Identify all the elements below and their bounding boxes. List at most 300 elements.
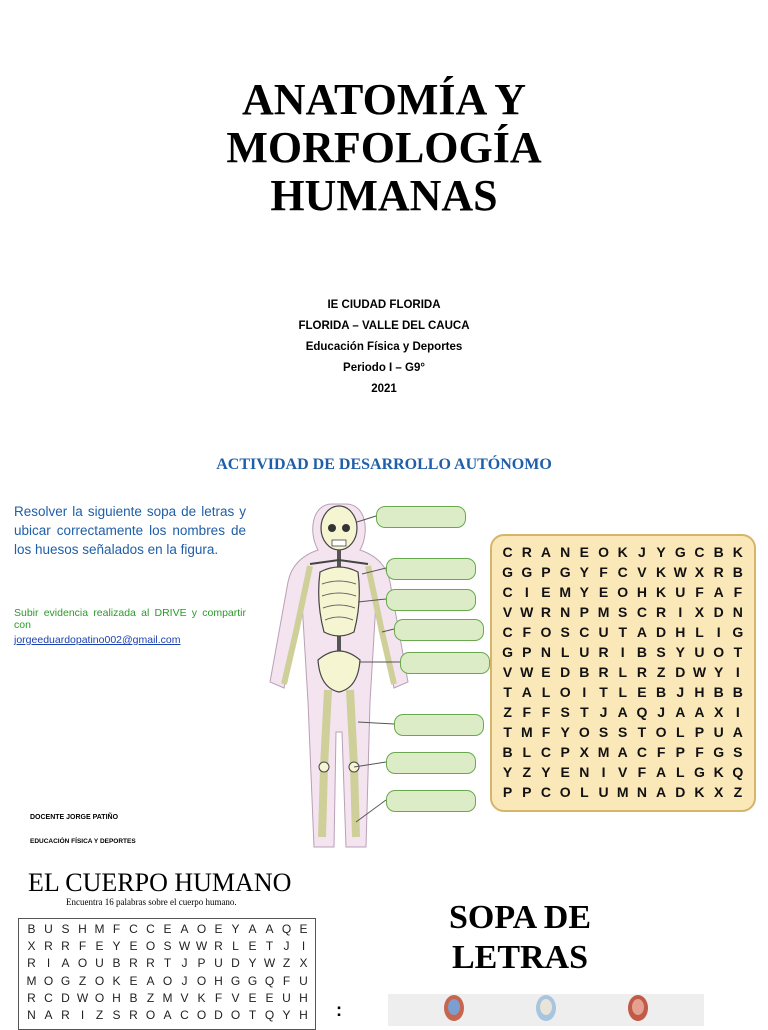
letter-cell[interactable]: Q: [264, 973, 275, 988]
letter-cell[interactable]: U: [95, 956, 104, 971]
letter-cell[interactable]: Z: [522, 764, 532, 780]
letter-cell[interactable]: U: [282, 990, 291, 1005]
letter-cell[interactable]: I: [524, 584, 529, 600]
letter-cell[interactable]: A: [636, 624, 647, 640]
letter-cell[interactable]: J: [657, 704, 665, 720]
letter-cell[interactable]: X: [694, 604, 705, 620]
letter-cell[interactable]: O: [230, 1007, 241, 1022]
letter-cell[interactable]: C: [540, 744, 552, 760]
letter-cell[interactable]: E: [637, 684, 647, 700]
letter-cell[interactable]: T: [503, 684, 512, 700]
letter-cell[interactable]: B: [502, 744, 513, 760]
letter-cell[interactable]: U: [694, 644, 705, 660]
letter-cell[interactable]: C: [146, 922, 155, 936]
head-muscles-figure: [442, 994, 466, 1024]
letter-cell[interactable]: N: [27, 1007, 36, 1022]
letter-cell[interactable]: A: [675, 704, 686, 720]
letter-cell[interactable]: R: [44, 939, 53, 954]
letter-cell[interactable]: Y: [675, 644, 685, 660]
letter-cell[interactable]: P: [694, 724, 705, 740]
letter-cell[interactable]: J: [676, 684, 685, 700]
letter-cell[interactable]: M: [520, 724, 533, 740]
letter-cell[interactable]: K: [713, 764, 724, 780]
letter-cell[interactable]: P: [579, 604, 590, 620]
evidence-text: Subir evidencia realizada al DRIVE y compartir con: [14, 607, 246, 631]
letter-cell[interactable]: W: [178, 939, 191, 954]
letter-cell[interactable]: H: [675, 624, 686, 640]
letter-cell[interactable]: E: [214, 922, 223, 936]
letter-cell[interactable]: B: [713, 684, 724, 700]
title-line-2: MORFOLOGÍA: [226, 123, 542, 172]
letter-cell[interactable]: G: [559, 564, 571, 580]
letter-cell[interactable]: Z: [733, 784, 743, 800]
letter-cell[interactable]: N: [560, 544, 571, 560]
letter-cell[interactable]: O: [559, 684, 571, 700]
letter-cell[interactable]: L: [541, 684, 551, 700]
letter-cell[interactable]: J: [638, 544, 646, 560]
letter-cell[interactable]: F: [78, 939, 87, 954]
letter-cell[interactable]: I: [80, 1007, 85, 1022]
letter-cell[interactable]: O: [196, 1007, 207, 1022]
letter-cell[interactable]: J: [283, 939, 290, 954]
letter-cell[interactable]: M: [616, 784, 629, 800]
letter-cell[interactable]: F: [599, 564, 608, 580]
letter-cell[interactable]: S: [598, 724, 609, 740]
letter-cell[interactable]: O: [94, 990, 105, 1005]
letter-cell[interactable]: K: [112, 973, 121, 988]
letter-cell[interactable]: O: [43, 973, 54, 988]
letter-cell[interactable]: C: [540, 784, 552, 800]
letter-cell[interactable]: K: [197, 990, 206, 1005]
letter-cell[interactable]: O: [196, 922, 207, 936]
letter-cell[interactable]: R: [540, 604, 552, 620]
letter-cell[interactable]: F: [656, 744, 666, 760]
letter-cell[interactable]: Y: [656, 544, 666, 560]
letter-cell[interactable]: A: [180, 922, 189, 936]
letter-cell[interactable]: T: [618, 624, 627, 640]
bone-label-box-5[interactable]: [400, 652, 490, 674]
letter-cell[interactable]: E: [129, 973, 138, 988]
letter-cell[interactable]: I: [716, 624, 721, 640]
word-search-grid-2: [23, 921, 312, 1024]
letter-cell[interactable]: U: [214, 956, 223, 971]
letter-cell[interactable]: R: [146, 956, 155, 971]
letter-cell[interactable]: U: [598, 784, 609, 800]
letter-cell[interactable]: V: [180, 990, 189, 1005]
letter-cell[interactable]: K: [694, 784, 705, 800]
bone-label-box-1[interactable]: [376, 506, 466, 528]
letter-cell[interactable]: Y: [579, 584, 590, 600]
letter-cell[interactable]: I: [582, 684, 587, 700]
letter-cell[interactable]: P: [522, 644, 532, 660]
letter-cell[interactable]: I: [46, 956, 51, 971]
letter-cell[interactable]: L: [676, 724, 685, 740]
letter-cell[interactable]: V: [637, 564, 647, 580]
letter-cell[interactable]: P: [560, 744, 570, 760]
bone-label-box-7[interactable]: [386, 752, 476, 774]
letter-cell[interactable]: A: [617, 704, 628, 720]
letter-cell[interactable]: F: [695, 584, 704, 600]
letter-cell[interactable]: A: [265, 922, 274, 936]
letter-cell[interactable]: D: [61, 990, 70, 1005]
letter-cell[interactable]: U: [299, 973, 308, 988]
letter-cell[interactable]: F: [637, 764, 647, 780]
letter-cell[interactable]: X: [299, 956, 308, 971]
email-link[interactable]: jorgeeduardopatino002@gmail.com: [14, 634, 181, 646]
letter-cell[interactable]: P: [675, 744, 685, 760]
letter-cell[interactable]: L: [695, 624, 704, 640]
letter-cell[interactable]: T: [599, 684, 608, 700]
letter-cell[interactable]: W: [520, 664, 534, 680]
letter-cell[interactable]: H: [78, 922, 87, 936]
letter-cell[interactable]: L: [676, 764, 685, 780]
letter-cell[interactable]: C: [502, 544, 513, 560]
letter-cell[interactable]: V: [618, 764, 628, 780]
letter-cell[interactable]: G: [60, 973, 71, 988]
letter-cell[interactable]: V: [502, 664, 513, 680]
letter-cell[interactable]: S: [560, 624, 570, 640]
letter-cell[interactable]: G: [247, 973, 258, 988]
letter-cell[interactable]: H: [636, 584, 647, 600]
letter-cell[interactable]: C: [502, 624, 513, 640]
letter-cell[interactable]: M: [559, 584, 571, 600]
letter-cell[interactable]: H: [112, 990, 121, 1005]
letter-cell[interactable]: G: [502, 564, 514, 580]
letter-cell[interactable]: S: [163, 939, 172, 954]
letter-cell[interactable]: S: [112, 1007, 121, 1022]
letter-cell[interactable]: N: [560, 604, 571, 620]
letter-cell[interactable]: Y: [282, 1007, 291, 1022]
bone-label-box-8[interactable]: [386, 790, 476, 812]
letter-cell[interactable]: R: [129, 1007, 138, 1022]
letter-cell[interactable]: V: [231, 990, 240, 1005]
letter-cell[interactable]: G: [713, 744, 725, 760]
letter-cell[interactable]: B: [579, 664, 590, 680]
letter-cell[interactable]: J: [181, 956, 188, 971]
letter-cell[interactable]: B: [27, 922, 36, 936]
letter-cell[interactable]: B: [129, 990, 138, 1005]
letter-cell[interactable]: D: [214, 1007, 223, 1022]
letter-cell[interactable]: O: [617, 584, 629, 600]
sopa-title-line-2: LETRAS: [451, 939, 589, 976]
letter-cell[interactable]: O: [145, 939, 156, 954]
letter-cell[interactable]: Y: [502, 764, 513, 780]
bone-label-box-6[interactable]: [394, 714, 484, 736]
letter-cell[interactable]: O: [77, 956, 88, 971]
letter-cell[interactable]: X: [579, 744, 590, 760]
letter-cell[interactable]: E: [598, 584, 609, 600]
letter-cell[interactable]: E: [163, 922, 172, 936]
letter-cell[interactable]: S: [733, 744, 743, 760]
letter-cell[interactable]: F: [541, 724, 551, 740]
letter-cell[interactable]: D: [675, 664, 686, 680]
info-period: Periodo I – G9°: [343, 362, 425, 374]
letter-cell[interactable]: R: [636, 664, 647, 680]
letter-cell[interactable]: Q: [264, 1007, 275, 1022]
letter-cell[interactable]: A: [61, 956, 70, 971]
letter-cell[interactable]: W: [263, 956, 276, 971]
letter-cell[interactable]: N: [540, 644, 552, 660]
letter-cell[interactable]: T: [265, 939, 274, 954]
letter-cell[interactable]: O: [559, 784, 571, 800]
letter-cell[interactable]: S: [656, 644, 666, 660]
letter-cell[interactable]: A: [694, 704, 705, 720]
letter-cell[interactable]: I: [601, 764, 606, 780]
letter-cell[interactable]: J: [599, 704, 608, 720]
letter-cell[interactable]: O: [540, 624, 552, 640]
sopa-title-line-1: SOPA DE: [448, 899, 591, 936]
info-subject: Educación Física y Deportes: [305, 341, 463, 353]
letter-cell[interactable]: Y: [112, 939, 121, 954]
letter-cell[interactable]: P: [522, 784, 532, 800]
letter-cell[interactable]: A: [617, 744, 628, 760]
letter-cell[interactable]: B: [656, 684, 667, 700]
letter-cell[interactable]: I: [735, 704, 740, 720]
letter-cell[interactable]: A: [44, 1007, 53, 1022]
letter-cell[interactable]: R: [61, 1007, 70, 1022]
letter-cell[interactable]: O: [655, 724, 667, 740]
letter-cell[interactable]: G: [732, 624, 744, 640]
letter-cell[interactable]: A: [540, 544, 552, 560]
letter-cell[interactable]: Z: [78, 973, 87, 988]
head-skull-figure: [534, 994, 558, 1024]
letter-cell[interactable]: F: [112, 922, 121, 936]
colon-mark: :: [336, 1000, 342, 1020]
letter-cell[interactable]: Y: [579, 564, 590, 580]
letter-cell[interactable]: C: [579, 624, 590, 640]
letter-cell[interactable]: A: [713, 584, 724, 600]
letter-cell[interactable]: Q: [281, 922, 292, 936]
letter-cell[interactable]: F: [214, 990, 223, 1005]
letter-cell[interactable]: B: [112, 956, 121, 971]
letter-cell[interactable]: W: [520, 604, 534, 620]
letter-cell[interactable]: E: [248, 939, 257, 954]
letter-cell[interactable]: C: [636, 604, 647, 620]
letter-cell[interactable]: T: [637, 724, 647, 740]
letter-cell[interactable]: X: [713, 784, 724, 800]
teacher-name: DOCENTE JORGE PATIÑO: [30, 814, 119, 821]
letter-cell[interactable]: F: [282, 973, 291, 988]
letter-cell[interactable]: Y: [541, 764, 551, 780]
letter-cell[interactable]: K: [656, 564, 667, 580]
letter-cell[interactable]: J: [181, 973, 188, 988]
letter-cell[interactable]: E: [541, 664, 551, 680]
letter-cell[interactable]: R: [656, 604, 667, 620]
letter-cell[interactable]: G: [694, 764, 705, 780]
letter-cell[interactable]: Y: [560, 724, 570, 740]
letter-cell[interactable]: T: [503, 724, 512, 740]
letter-cell[interactable]: Z: [656, 664, 666, 680]
letter-cell[interactable]: O: [196, 973, 207, 988]
letter-cell[interactable]: K: [617, 544, 628, 560]
letter-cell[interactable]: R: [598, 664, 609, 680]
letter-cell[interactable]: U: [675, 584, 686, 600]
letter-cell[interactable]: C: [129, 922, 138, 936]
letter-cell[interactable]: D: [713, 604, 724, 620]
letter-cell[interactable]: G: [674, 544, 686, 560]
letter-cell[interactable]: A: [248, 922, 257, 936]
letter-cell[interactable]: R: [129, 956, 138, 971]
letter-cell[interactable]: U: [598, 624, 609, 640]
letter-cell[interactable]: P: [502, 784, 513, 800]
letter-cell[interactable]: R: [713, 564, 724, 580]
letter-cell[interactable]: T: [163, 956, 172, 971]
anatomy-figures-strip: [388, 994, 704, 1026]
letter-cell[interactable]: U: [44, 922, 53, 936]
word-search-grid: [498, 542, 747, 802]
letter-cell[interactable]: E: [579, 544, 590, 560]
letter-cell[interactable]: G: [502, 644, 514, 660]
letter-cell[interactable]: E: [541, 584, 551, 600]
letter-cell[interactable]: E: [248, 990, 257, 1005]
letter-cell[interactable]: R: [27, 990, 36, 1005]
letter-cell[interactable]: Y: [248, 956, 257, 971]
letter-cell[interactable]: F: [522, 624, 532, 640]
letter-cell[interactable]: H: [214, 973, 223, 988]
letter-cell[interactable]: C: [617, 564, 628, 580]
letter-cell[interactable]: B: [713, 544, 724, 560]
bone-label-box-2[interactable]: [386, 558, 476, 580]
letter-cell[interactable]: S: [618, 604, 628, 620]
letter-cell[interactable]: R: [61, 939, 70, 954]
letter-cell[interactable]: R: [27, 956, 36, 971]
word-search-bones: [490, 534, 756, 812]
info-school: IE CIUDAD FLORIDA: [327, 299, 441, 311]
letter-cell[interactable]: X: [694, 564, 705, 580]
letter-cell[interactable]: Z: [95, 1007, 104, 1022]
letter-cell[interactable]: C: [44, 990, 53, 1005]
letter-cell[interactable]: F: [522, 704, 532, 720]
letter-cell[interactable]: M: [94, 922, 105, 936]
letter-cell[interactable]: H: [694, 684, 705, 700]
letter-cell[interactable]: M: [597, 744, 610, 760]
letter-cell[interactable]: E: [129, 939, 138, 954]
letter-cell[interactable]: L: [232, 939, 239, 954]
letter-cell[interactable]: I: [301, 939, 306, 954]
letter-cell[interactable]: E: [299, 922, 308, 936]
letter-cell[interactable]: R: [214, 939, 223, 954]
letter-cell[interactable]: A: [521, 684, 532, 700]
letter-cell[interactable]: A: [656, 784, 667, 800]
letter-cell[interactable]: W: [195, 939, 208, 954]
letter-cell[interactable]: Q: [732, 764, 744, 780]
letter-cell[interactable]: O: [162, 973, 173, 988]
letter-cell[interactable]: M: [162, 990, 173, 1005]
letter-cell[interactable]: W: [692, 664, 707, 680]
letter-cell[interactable]: I: [735, 664, 740, 680]
letter-cell[interactable]: A: [732, 724, 743, 740]
letter-cell[interactable]: F: [733, 584, 743, 600]
letter-cell[interactable]: A: [146, 973, 155, 988]
letter-cell[interactable]: O: [578, 724, 590, 740]
letter-cell[interactable]: D: [675, 784, 686, 800]
letter-cell[interactable]: A: [656, 764, 667, 780]
letter-cell[interactable]: L: [522, 744, 532, 760]
letter-cell[interactable]: D: [560, 664, 571, 680]
letter-cell[interactable]: G: [521, 564, 533, 580]
letter-cell[interactable]: L: [618, 664, 627, 680]
letter-cell[interactable]: G: [230, 973, 241, 988]
letter-cell[interactable]: V: [502, 604, 513, 620]
letter-cell[interactable]: A: [163, 1007, 172, 1022]
letter-cell[interactable]: T: [248, 1007, 257, 1022]
letter-cell[interactable]: D: [656, 624, 667, 640]
letter-cell[interactable]: O: [145, 1007, 156, 1022]
letter-cell[interactable]: P: [541, 564, 551, 580]
letter-cell[interactable]: S: [61, 922, 70, 936]
activity-title: ACTIVIDAD DE DESARROLLO AUTÓNOMO: [216, 456, 552, 473]
letter-cell[interactable]: B: [732, 564, 743, 580]
letter-cell[interactable]: I: [678, 604, 683, 620]
letter-cell[interactable]: M: [26, 973, 37, 988]
letter-cell[interactable]: N: [636, 784, 647, 800]
letter-cell[interactable]: N: [732, 604, 743, 620]
letter-cell[interactable]: M: [597, 604, 610, 620]
letter-cell[interactable]: B: [636, 644, 647, 660]
letter-cell[interactable]: K: [656, 584, 667, 600]
letter-cell[interactable]: I: [620, 644, 625, 660]
letter-cell[interactable]: U: [713, 724, 724, 740]
letter-cell[interactable]: K: [732, 544, 743, 560]
letter-cell[interactable]: N: [579, 764, 590, 780]
letter-cell[interactable]: Z: [146, 990, 155, 1005]
letter-cell[interactable]: Q: [636, 704, 648, 720]
letter-cell[interactable]: O: [94, 973, 105, 988]
letter-cell[interactable]: L: [560, 644, 570, 660]
letter-cell[interactable]: R: [598, 644, 609, 660]
letter-cell[interactable]: O: [598, 544, 609, 560]
letter-cell[interactable]: Y: [231, 922, 240, 936]
letter-cell[interactable]: E: [95, 939, 104, 954]
info-location: FLORIDA – VALLE DEL CAUCA: [298, 320, 470, 332]
letter-cell[interactable]: D: [231, 956, 240, 971]
title-line-3: HUMANAS: [270, 171, 498, 220]
letter-cell[interactable]: S: [560, 704, 570, 720]
letter-cell[interactable]: T: [733, 644, 743, 660]
bone-label-box-4[interactable]: [394, 619, 484, 641]
letter-cell[interactable]: U: [579, 644, 590, 660]
letter-cell[interactable]: C: [502, 584, 513, 600]
letter-cell[interactable]: W: [76, 990, 89, 1005]
letter-cell[interactable]: T: [580, 704, 589, 720]
bone-label-box-3[interactable]: [386, 589, 476, 611]
letter-cell[interactable]: X: [27, 939, 36, 954]
letter-cell[interactable]: H: [299, 990, 308, 1005]
letter-cell[interactable]: B: [732, 684, 743, 700]
letter-cell[interactable]: C: [636, 744, 647, 760]
letter-cell[interactable]: E: [560, 764, 570, 780]
letter-cell[interactable]: R: [521, 544, 532, 560]
skeleton-figure: [262, 492, 482, 852]
letter-cell[interactable]: Y: [713, 664, 724, 680]
letter-cell[interactable]: F: [541, 704, 551, 720]
letter-cell[interactable]: P: [197, 956, 206, 971]
letter-cell[interactable]: C: [180, 1007, 189, 1022]
letter-cell[interactable]: L: [618, 684, 627, 700]
letter-cell[interactable]: Z: [282, 956, 291, 971]
letter-cell[interactable]: L: [580, 784, 589, 800]
letter-cell[interactable]: O: [713, 644, 725, 660]
letter-cell[interactable]: Z: [503, 704, 512, 720]
letter-cell[interactable]: H: [299, 1007, 308, 1022]
letter-cell[interactable]: W: [673, 564, 687, 580]
page-title: [0, 76, 768, 220]
letter-cell[interactable]: C: [694, 544, 705, 560]
letter-cell[interactable]: X: [713, 704, 724, 720]
letter-cell[interactable]: S: [618, 724, 628, 740]
letter-cell[interactable]: F: [695, 744, 704, 760]
letter-cell[interactable]: E: [265, 990, 274, 1005]
